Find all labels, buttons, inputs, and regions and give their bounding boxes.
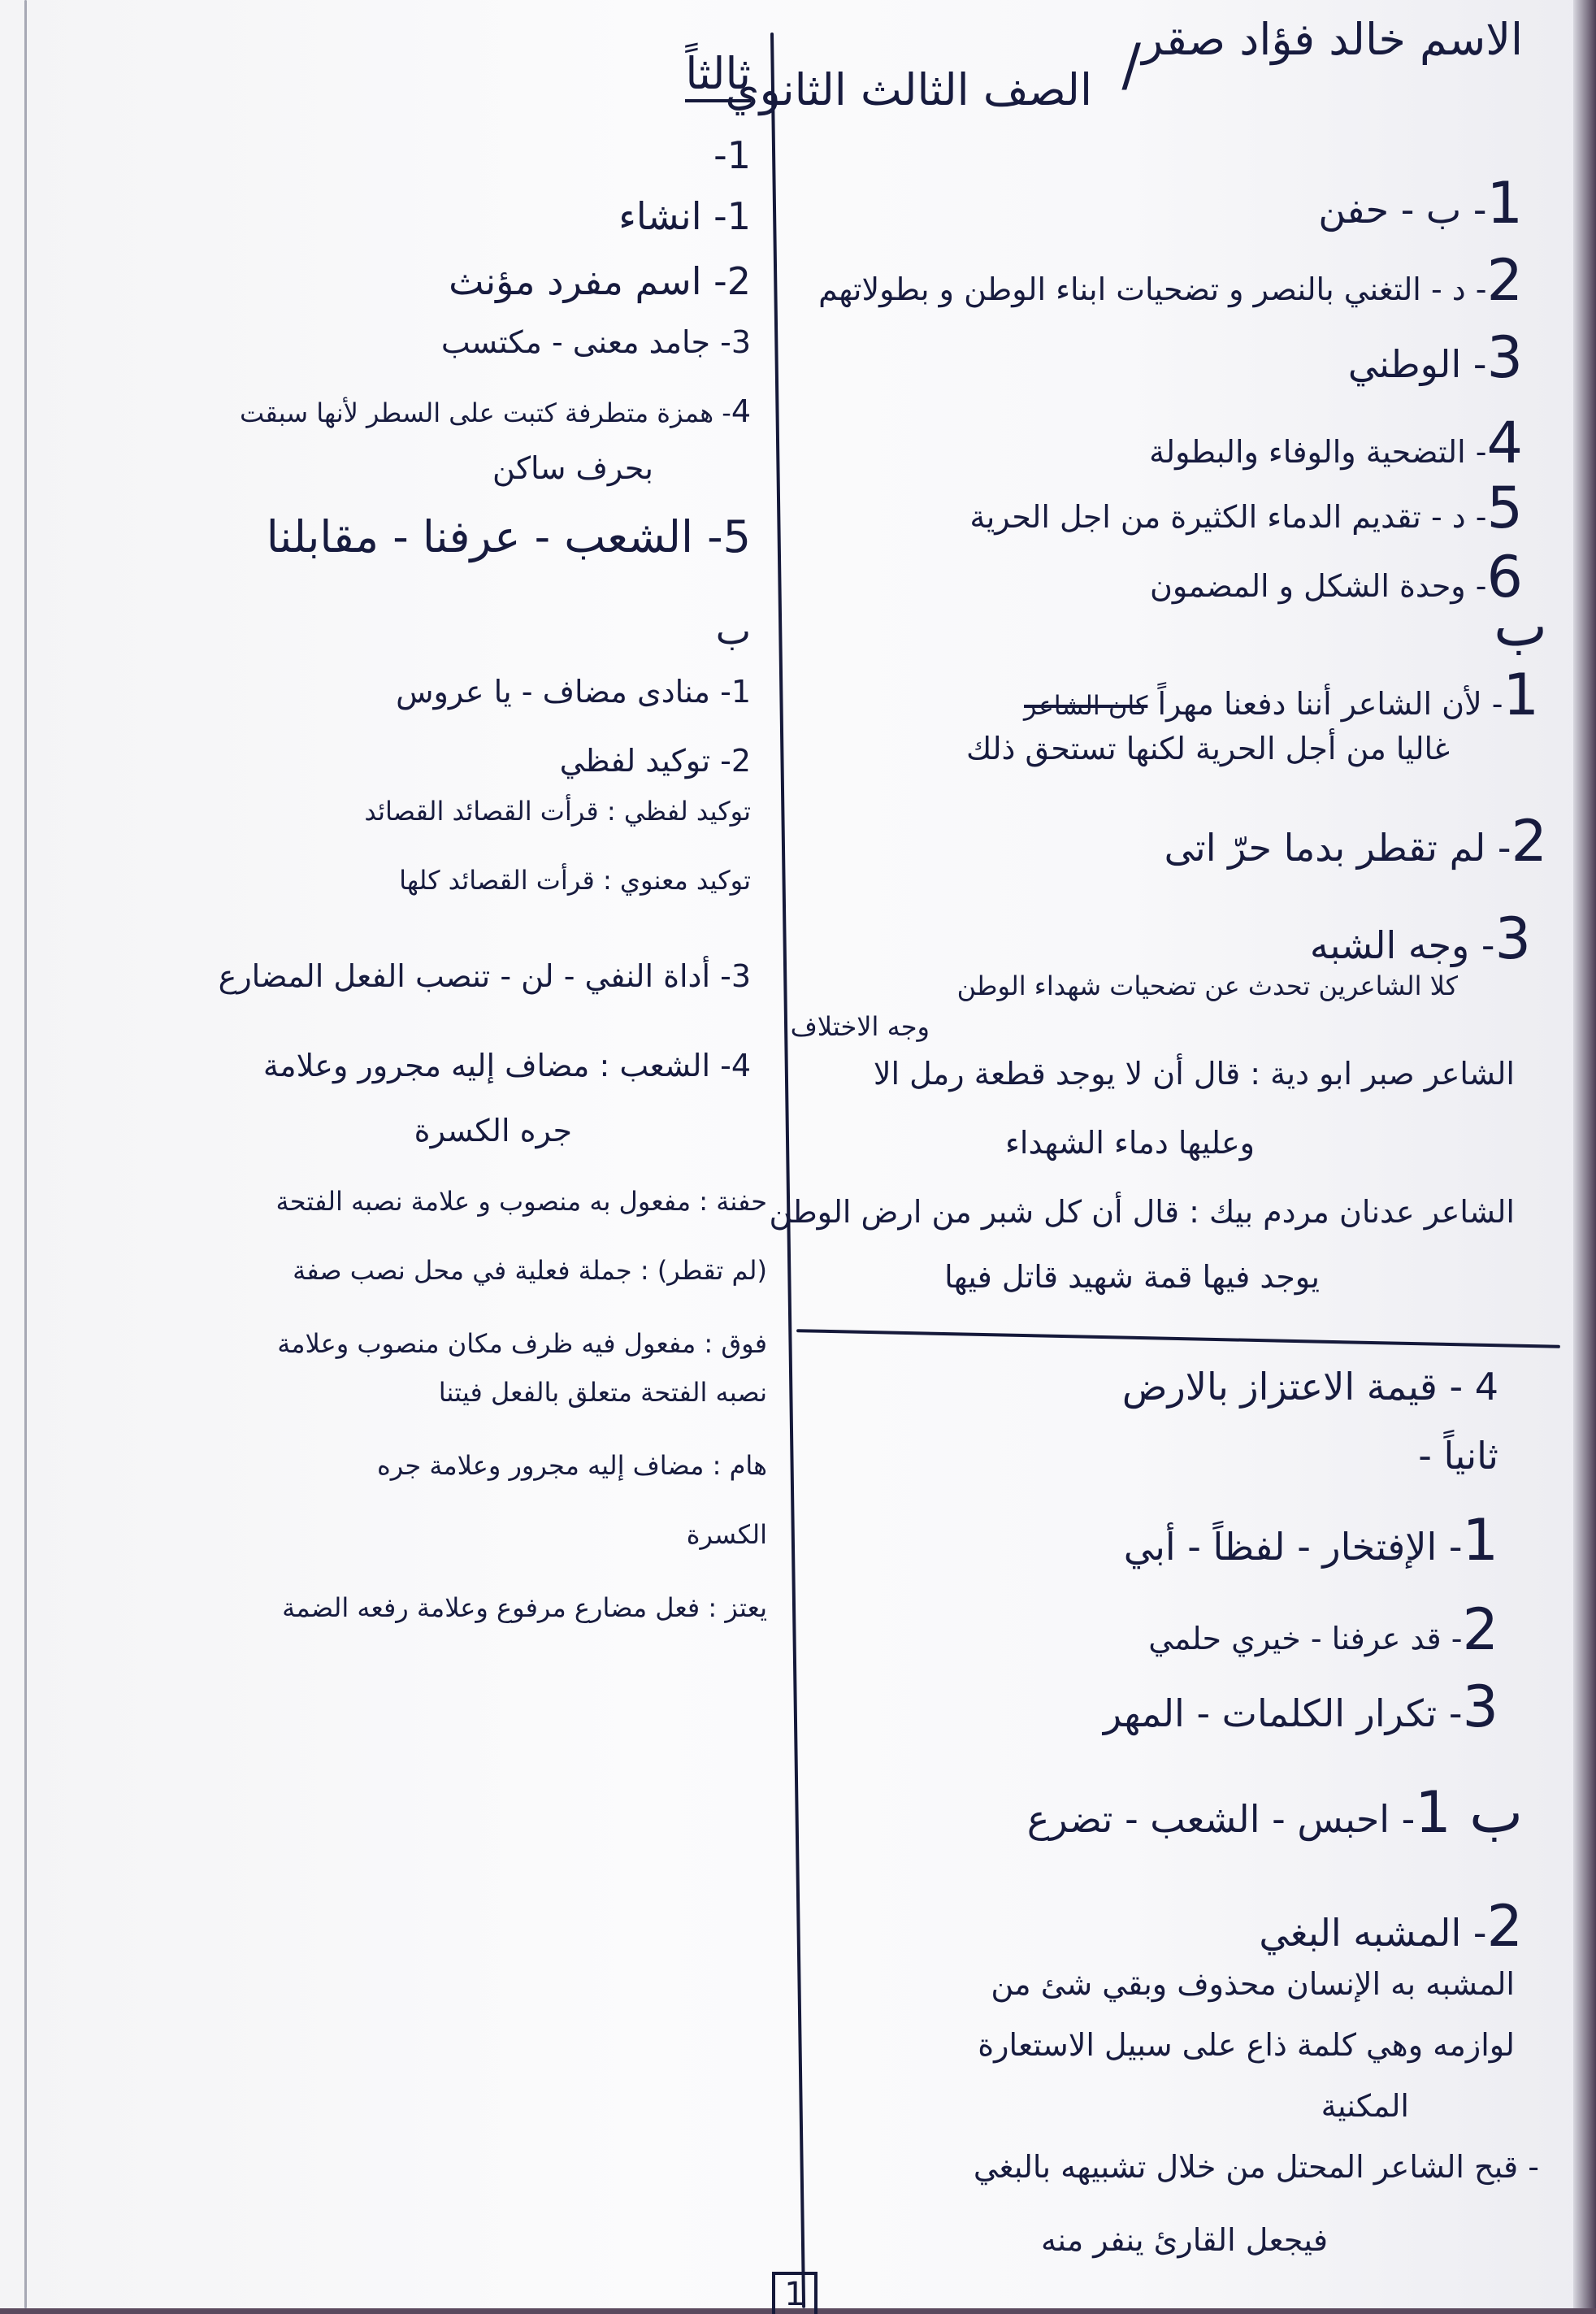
header-separator: / (1121, 32, 1141, 98)
answer-line: 1- ب - حفن (1318, 170, 1523, 237)
section-b-label: ب (1494, 593, 1547, 659)
page-edge-shadow (1573, 0, 1596, 2308)
section-a-label: 1- (713, 133, 751, 177)
answer-line-cont: المشبه به الإنسان محذوف وبقي شئ من (991, 1966, 1515, 2002)
answer-line-cont: - قبح الشاعر المحتل من خلال تشبيهه بالبغي (973, 2149, 1539, 2185)
section-b-label: ب (715, 609, 751, 653)
section-title-third: ثالثاً (685, 49, 751, 102)
answer-line: 2- لم تقطر بدما حرّ اتى (1164, 808, 1547, 875)
answer-line: 1- الإفتخار - لفظاً - أبي (1123, 1507, 1498, 1574)
answer-line: 1- انشاء (618, 194, 751, 238)
answer-line-cont: الشاعر عدنان مردم بيك : قال أن كل شبر من ارض الوطن (769, 1194, 1515, 1230)
answer-line: 5- الشعب - عرفنا - مقابلنا (266, 511, 751, 562)
answer-line: 4- الشعب : مضاف إليه مجرور وعلامة (262, 1048, 751, 1083)
answer-line-cont: جره الكسرة (414, 1113, 572, 1148)
answer-line-cont: توكيد لفظي : قرأت القصائد القصائد (364, 796, 751, 827)
answer-line-cont: لوازمه وهي كلمة ذاع على سبيل الاستعارة (978, 2027, 1515, 2063)
parsing-line: يعتز : فعل مضارع مرفوع وعلامة رفعه الضمة (282, 1592, 767, 1623)
parsing-line: هام : مضاف إليه مجرور وعلامة جره (376, 1450, 767, 1481)
answer-line: 3- تكرار الكلمات - المهر (1103, 1674, 1498, 1740)
answer-line-cont: توكيد معنوي : قرأت القصائد كلها (399, 865, 751, 896)
answer-line-cont: بحرف ساكن (492, 450, 653, 486)
column-divider (770, 33, 805, 2308)
parsing-line: فوق : مفعول فيه ظرف مكان منصوب وعلامة (277, 1328, 767, 1359)
answer-line: 2- اسم مفرد مؤنث (449, 259, 751, 303)
answer-line: 4 - قيمة الاعتزاز بالارض (1121, 1365, 1498, 1409)
answer-line: 3- وجه الشبه (1309, 905, 1531, 972)
right-section-divider (796, 1329, 1560, 1348)
answer-line-cont: كلا الشاعرين تحدث عن تضحيات شهداء الوطن (956, 970, 1458, 1001)
answer-line-cont: المكنية (1321, 2088, 1409, 2124)
answer-line-cont: غاليا من أجل الحرية لكنها تستحق ذلك (965, 731, 1450, 766)
parsing-line: الكسرة (686, 1519, 767, 1550)
section-title-second: ثانياً - (1418, 1434, 1498, 1478)
answer-line: 1- لأن الشاعر أننا دفعنا مهراً كان الشاعر (1024, 662, 1539, 728)
answer-line-cont: وعليها دماء الشهداء (1005, 1125, 1255, 1161)
answer-line: 4- التضحية والوفاء والبطولة (1149, 410, 1523, 476)
answer-line: ب 1- احبس - الشعب - تضرع (1026, 1779, 1523, 1846)
answer-line-cont: وجه الاختلاف (790, 1011, 930, 1042)
parsing-line: (لم تقطر) : جملة فعلية في محل نصب صفة (293, 1255, 767, 1286)
answer-line: 1- منادى مضاف - يا عروس (396, 674, 751, 710)
answer-line: 3- الوطني (1347, 324, 1523, 391)
answer-line-cont: الشاعر صبر ابو دية : قال أن لا يوجد قطعة رمل الا (873, 1056, 1515, 1092)
answer-line: 2- توكيد لفظي (559, 743, 751, 779)
page-number: 1 (772, 2272, 818, 2314)
answer-line: 2- المشبه البغي (1259, 1893, 1523, 1960)
student-grade: الصف الثالث الثانوي (725, 64, 1092, 115)
student-name: الاسم خالد فؤاد صقر (1142, 14, 1523, 65)
left-margin-line (24, 0, 27, 2308)
parsing-line: حفنة : مفعول به منصوب و علامة نصبه الفتحة (275, 1186, 767, 1217)
answer-line: 3- جامد معنى - مكتسب (440, 324, 751, 360)
answer-line-cont: فيجعل القارئ ينفر منه (1041, 2222, 1328, 2258)
answer-line: 2- د - التغني بالنصر و تضحيات ابناء الوطن و بطولاتهم (818, 247, 1523, 314)
answer-line: 3- أداة النفي - لن - تنصب الفعل المضارع (218, 958, 751, 994)
answer-line: 6- وحدة الشكل و المضمون (1150, 544, 1523, 610)
answer-line-cont: يوجد فيها قمة شهيد قاتل فيها (944, 1259, 1320, 1295)
parsing-line: نصبه الفتحة متعلق بالفعل فيتنا (438, 1377, 767, 1408)
answer-line: 2- قد عرفنا - خيري حلمي (1148, 1596, 1498, 1663)
answer-line: 4- همزة متطرفة كتبت على السطر لأنها سبقت (239, 393, 751, 429)
answer-line: 5- د - تقديم الدماء الكثيرة من اجل الحرية (969, 475, 1523, 541)
